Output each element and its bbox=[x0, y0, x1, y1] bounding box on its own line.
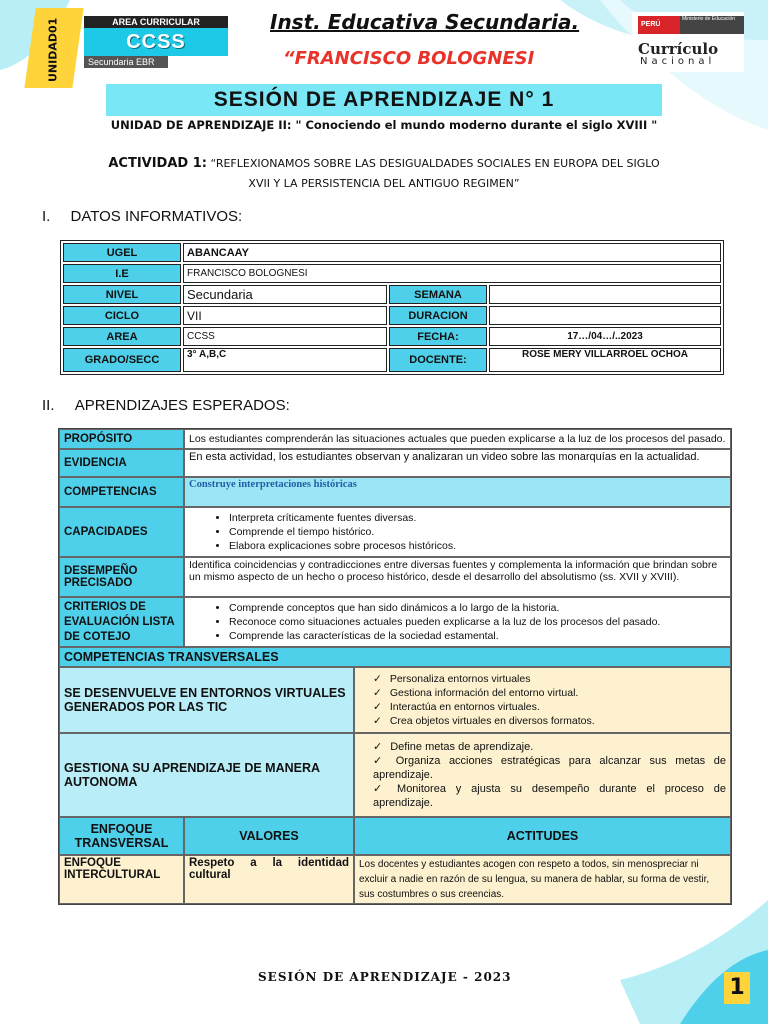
docente-value: ROSE MERY VILLARROEL OCHOA bbox=[489, 348, 721, 372]
area-info-value: CCSS bbox=[183, 327, 387, 346]
section2-num: II. bbox=[42, 397, 55, 414]
list-item: ✓ Monitorea y ajusta su desempeño durante el proceso de aprendizaje. bbox=[373, 782, 726, 810]
evidencia-label: EVIDENCIA bbox=[59, 449, 184, 477]
table-row bbox=[59, 855, 731, 904]
list-item: ✓ Crea objetos virtuales en diversos formatos. bbox=[373, 714, 726, 728]
aprendizajes-table bbox=[58, 428, 732, 905]
fecha-label: FECHA: bbox=[389, 327, 487, 346]
competencias-label: COMPETENCIAS bbox=[59, 477, 184, 507]
proposito-label: PROPÓSITO bbox=[59, 429, 184, 449]
ugel-label: UGEL bbox=[63, 243, 181, 262]
semana-label: SEMANA bbox=[389, 285, 487, 304]
curriculo-label: Currículo bbox=[638, 40, 719, 58]
enfoque-value: ENFOQUE INTERCULTURAL bbox=[59, 855, 184, 904]
session-title: SESIÓN DE APRENDIZAJE N° 1 bbox=[106, 84, 662, 116]
table-row bbox=[63, 306, 721, 325]
table-row bbox=[59, 647, 731, 667]
list-item: ✓ Organiza acciones estratégicas para alcanzar sus metas de aprendizaje. bbox=[373, 754, 726, 782]
grado-label: GRADO/SECC bbox=[63, 348, 181, 372]
capacidades-label: CAPACIDADES bbox=[59, 507, 184, 557]
actividad-text: “REFLEXIONAMOS SOBRE LAS DESIGUALDADES SOCIALES EN EUROPA DEL SIGLO XVII Y LA PERSISTENCIA DEL ANTIGUO REGIMEN” bbox=[210, 157, 660, 190]
table-row bbox=[59, 507, 731, 557]
nivel-label: NIVEL bbox=[63, 285, 181, 304]
enfoque-header: ENFOQUE TRANSVERSAL bbox=[59, 817, 184, 855]
table-row bbox=[63, 348, 721, 372]
table-row bbox=[59, 817, 731, 855]
table-row bbox=[59, 733, 731, 817]
list-item: ✓ Define metas de aprendizaje. bbox=[373, 740, 726, 754]
valores-header: VALORES bbox=[184, 817, 354, 855]
criterios-label: CRITERIOS DE EVALUACIÓN LISTA DE COTEJO bbox=[59, 597, 184, 647]
transversales-heading: COMPETENCIAS TRANSVERSALES bbox=[59, 647, 731, 667]
capacidades-list bbox=[184, 507, 731, 557]
area-info-label: AREA bbox=[63, 327, 181, 346]
page-number: 1 bbox=[724, 972, 750, 1004]
fecha-value: 17…/04…/..2023 bbox=[489, 327, 721, 346]
area-value: CCSS bbox=[84, 28, 228, 56]
ciclo-label: CICLO bbox=[63, 306, 181, 325]
gestiona-label: GESTIONA SU APRENDIZAJE DE MANERA AUTONOMA bbox=[59, 733, 354, 817]
list-item: • Comprende las características de la sociedad estamental. bbox=[229, 629, 726, 643]
list-item: • Comprende el tiempo histórico. bbox=[229, 525, 726, 539]
school-name: “FRANCISCO BOLOGNESI bbox=[283, 48, 535, 69]
table-row bbox=[63, 285, 721, 304]
nacional-label: Nacional bbox=[640, 56, 716, 67]
tic-label: SE DESENVUELVE EN ENTORNOS VIRTUALES GENERADOS POR LAS TIC bbox=[59, 667, 354, 733]
table-row bbox=[59, 597, 731, 647]
section2-heading bbox=[42, 397, 290, 414]
datos-informativos-table bbox=[60, 240, 724, 375]
ciclo-value: VII bbox=[183, 306, 387, 325]
valor-value: Respeto a la identidad cultural bbox=[184, 855, 354, 904]
section1-title: DATOS INFORMATIVOS: bbox=[70, 208, 243, 225]
docente-label: DOCENTE: bbox=[389, 348, 487, 372]
list-item: ✓ Personaliza entornos virtuales bbox=[373, 672, 726, 686]
table-row bbox=[59, 477, 731, 507]
list-item: • Interpreta críticamente fuentes diversas. bbox=[229, 511, 726, 525]
criterios-list bbox=[184, 597, 731, 647]
list-item: ✓ Interactúa en entornos virtuales. bbox=[373, 700, 726, 714]
actividad bbox=[100, 154, 668, 194]
ie-value: FRANCISCO BOLOGNESI bbox=[183, 264, 721, 283]
ie-label: I.E bbox=[63, 264, 181, 283]
ugel-value: ABANCAAY bbox=[183, 243, 721, 262]
grado-value: 3° A,B,C bbox=[183, 348, 387, 372]
table-row bbox=[63, 264, 721, 283]
table-row bbox=[63, 327, 721, 346]
list-item: ✓ Gestiona información del entorno virtual. bbox=[373, 686, 726, 700]
actividad-label: ACTIVIDAD 1: bbox=[108, 156, 207, 171]
list-item: • Elabora explicaciones sobre procesos históricos. bbox=[229, 539, 726, 553]
desempeno-value: Identifica coincidencias y contradicciones entre diversas fuentes y complementa la información que brindan sobre un mismo aspecto de un hecho o proceso histórico, desde el desarrollo del absolutismo (ss. XVII y XVIII). bbox=[184, 557, 731, 597]
competencias-value: Construye interpretaciones históricas bbox=[184, 477, 731, 507]
nivel-value: Secundaria bbox=[183, 285, 387, 304]
tic-list bbox=[354, 667, 731, 733]
nivel-tag: Secundaria EBR bbox=[84, 56, 168, 68]
ministry-label: Ministerio de Educación bbox=[680, 16, 744, 34]
proposito-value: Los estudiantes comprenderán las situaciones actuales que pueden explicarse a la luz de los procesos del pasado. bbox=[184, 429, 731, 449]
section2-title: APRENDIZAJES ESPERADOS: bbox=[74, 397, 290, 414]
unidad-aprendizaje: UNIDAD DE APRENDIZAJE II: " Conociendo el mundo moderno durante el siglo XVIII " bbox=[110, 118, 658, 132]
actitud-value: Los docentes y estudiantes acogen con respeto a todos, sin menospreciar ni excluir a nadie en razón de su lengua, su manera de hablar, su forma de vestir, sus costumbres o sus creencias. bbox=[354, 855, 731, 904]
list-item: • Comprende conceptos que han sido dinámicos a lo largo de la historia. bbox=[229, 601, 726, 615]
unidad-tag: UNIDAD01 bbox=[46, 17, 60, 83]
peru-flag-icon: PERÚ bbox=[638, 16, 681, 34]
duracion-value bbox=[489, 306, 721, 325]
actitudes-header: ACTITUDES bbox=[354, 817, 731, 855]
area-label: AREA CURRICULAR bbox=[84, 16, 228, 28]
section1-num: I. bbox=[42, 208, 51, 225]
institution-name: Inst. Educativa Secundaria. bbox=[270, 10, 580, 34]
evidencia-value: En esta actividad, los estudiantes observan y analizaran un video sobre las monarquías en la actualidad. bbox=[184, 449, 731, 477]
table-row bbox=[59, 429, 731, 449]
table-row bbox=[59, 667, 731, 733]
footer-text: SESIÓN DE APRENDIZAJE - 2023 bbox=[258, 970, 512, 984]
table-row bbox=[63, 243, 721, 262]
table-row bbox=[59, 557, 731, 597]
table-row bbox=[59, 449, 731, 477]
list-item: • Reconoce como situaciones actuales pueden explicarse a la luz de los procesos del pasado. bbox=[229, 615, 726, 629]
gestiona-list bbox=[354, 733, 731, 817]
section1-heading bbox=[42, 208, 242, 225]
duracion-label: DURACION bbox=[389, 306, 487, 325]
semana-value bbox=[489, 285, 721, 304]
desempeno-label: DESEMPEÑO PRECISADO bbox=[59, 557, 184, 597]
